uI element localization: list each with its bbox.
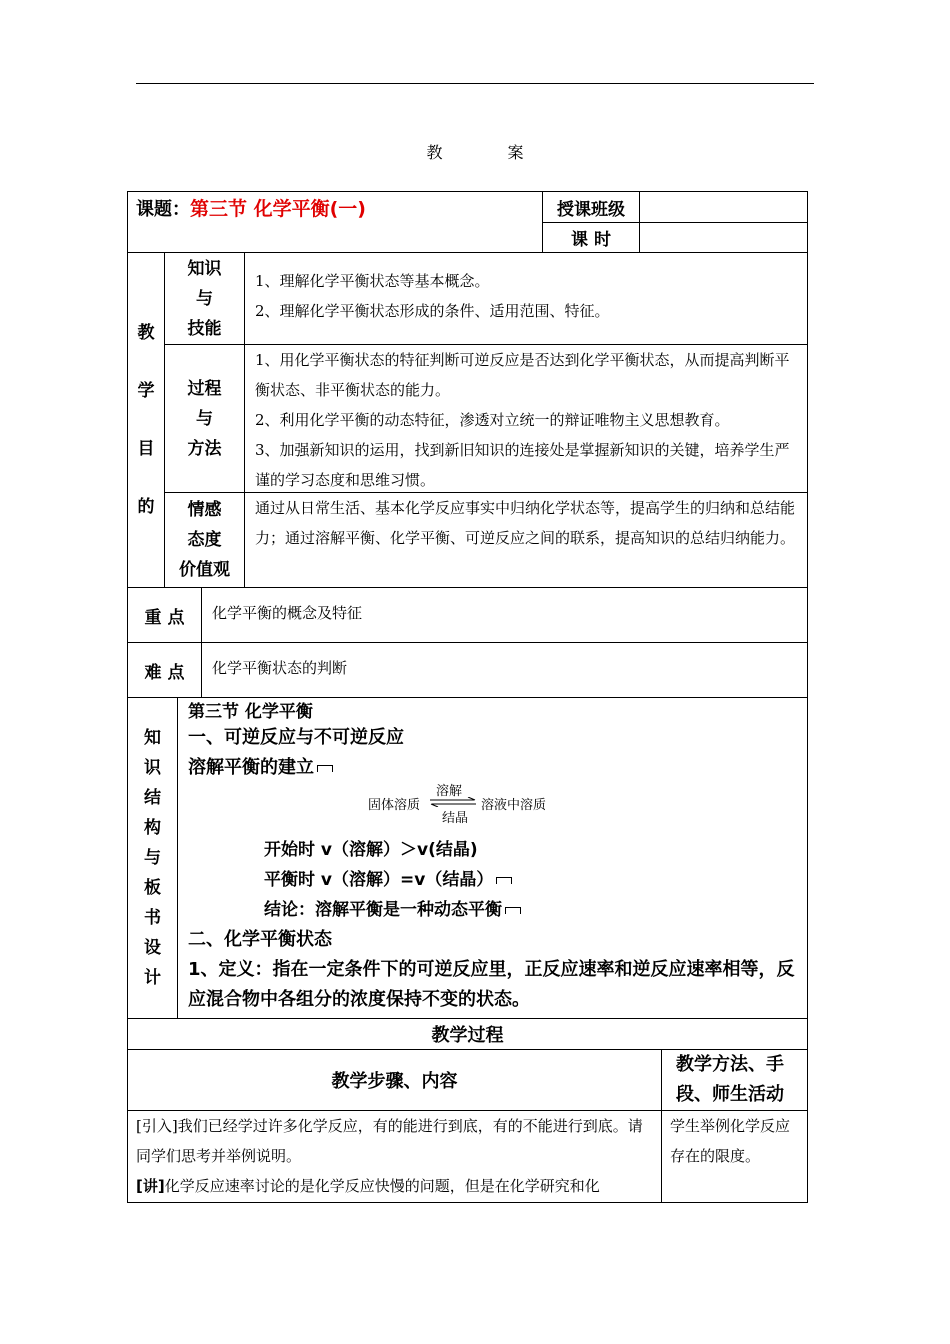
- structure-s1: 一、可逆反应与不可逆反应: [188, 727, 404, 748]
- diagram-left: 固体溶质: [368, 798, 421, 813]
- process-line-3: 3、加强新知识的运用，找到新旧知识的连接处是掌握新知识的关键，培养学生严谨的学习态度和思维习惯。: [255, 441, 790, 489]
- structure-s2: 二、化学平衡状态: [188, 929, 332, 950]
- objectives-side-label: 教 学 目 的: [127, 252, 165, 588]
- intro-paragraph: [136, 1111, 655, 1171]
- diagram-top: 溶解: [436, 784, 463, 799]
- process-activity-content: [661, 1110, 808, 1203]
- class-label-text: 授课班级: [557, 199, 625, 220]
- activity-text: 学生举例化学反应存在的限度。: [670, 1117, 791, 1165]
- structure-def: 1、定义：指在一定条件下的可逆反应里，正反应速率和逆反应速率相等，反应混合物中各组分的浓度保持不变的状态。: [188, 959, 795, 1010]
- lecture-tag: [讲]: [136, 1177, 165, 1195]
- topic-cell: [127, 191, 543, 253]
- knowledge-content: [244, 252, 808, 345]
- hours-label: [542, 222, 640, 253]
- structure-equil: 平衡时 v（溶解）=v（结晶）: [264, 870, 494, 890]
- equilibrium-arrows-icon: [430, 797, 480, 807]
- structure-concl-row: [264, 895, 521, 925]
- diagram-bottom: 结晶: [442, 811, 469, 826]
- edit-mark-icon: [505, 907, 521, 914]
- structure-title: 第三节 化学平衡: [188, 702, 313, 722]
- structure-s1a: 溶解平衡的建立: [188, 757, 314, 778]
- emotion-label: 情感 态度 价值观: [164, 492, 245, 588]
- header-rule: [136, 83, 814, 84]
- hours-label-text: 课 时: [571, 230, 611, 250]
- intro-tag: [引入]: [136, 1117, 178, 1135]
- key-point-content: 化学平衡的概念及特征: [201, 587, 808, 643]
- knowledge-line-2: 2、理解化学平衡状态形成的条件、适用范围、特征。: [255, 302, 610, 320]
- knowledge-line-1: 1、理解化学平衡状态等基本概念。: [255, 272, 490, 290]
- class-label: [542, 191, 640, 223]
- topic-value: 第三节 化学平衡(一): [190, 198, 366, 220]
- emotion-text: 通过从日常生活、基本化学反应事实中归纳化学状态等，提高学生的归纳和总结能力；通过溶解平衡、化学平衡、可逆反应之间的联系，提高知识的总结归纳能力。: [255, 499, 796, 547]
- class-value: [639, 191, 808, 223]
- structure-concl: 结论：溶解平衡是一种动态平衡: [264, 900, 502, 920]
- difficult-point-label: 难 点: [127, 642, 202, 698]
- structure-content: [177, 697, 808, 1019]
- doc-title: 教 案: [426, 143, 554, 162]
- hours-value: [639, 222, 808, 253]
- process-steps-content: [127, 1110, 662, 1203]
- structure-equil-row: [264, 865, 512, 895]
- topic-label: 课题：: [136, 199, 190, 220]
- diagram-right: 溶液中溶质: [481, 798, 547, 813]
- key-point-label: 重 点: [127, 587, 202, 643]
- process-line-2: 2、利用化学平衡的动态特征，渗透对立统一的辩证唯物主义思想教育。: [255, 411, 730, 429]
- emotion-content: [244, 492, 808, 588]
- process-label: 过程 与 方法: [164, 344, 245, 493]
- structure-side-label: 知 识 结 构 与 板 书 设 计: [127, 697, 178, 1019]
- lecture-text: 化学反应速率讨论的是化学反应快慢的问题，但是在化学研究和化: [164, 1177, 600, 1195]
- process-line-1: 1、用化学平衡状态的特征判断可逆反应是否达到化学平衡状态，从而提高判断平衡状态、非平衡状态的能力。: [255, 351, 790, 399]
- structure-s1a-row: [188, 753, 333, 783]
- process-title: 教学过程: [127, 1018, 808, 1050]
- intro-text: 我们已经学过许多化学反应，有的能进行到底，有的不能进行到底。请同学们思考并举例说明。: [136, 1117, 643, 1165]
- edit-mark-icon: [496, 877, 512, 884]
- process-content: [244, 344, 808, 493]
- lecture-paragraph: [136, 1171, 655, 1201]
- dissolution-diagram: [368, 780, 568, 824]
- process-col2-header: 教学方法、手段、师生活动: [661, 1049, 808, 1111]
- structure-start: 开始时 v（溶解）＞v(结晶): [264, 840, 478, 860]
- difficult-point-content: 化学平衡状态的判断: [201, 642, 808, 698]
- edit-mark-icon: [317, 765, 333, 772]
- process-col1-header: 教学步骤、内容: [127, 1049, 662, 1111]
- knowledge-label: 知识 与 技能: [164, 252, 245, 345]
